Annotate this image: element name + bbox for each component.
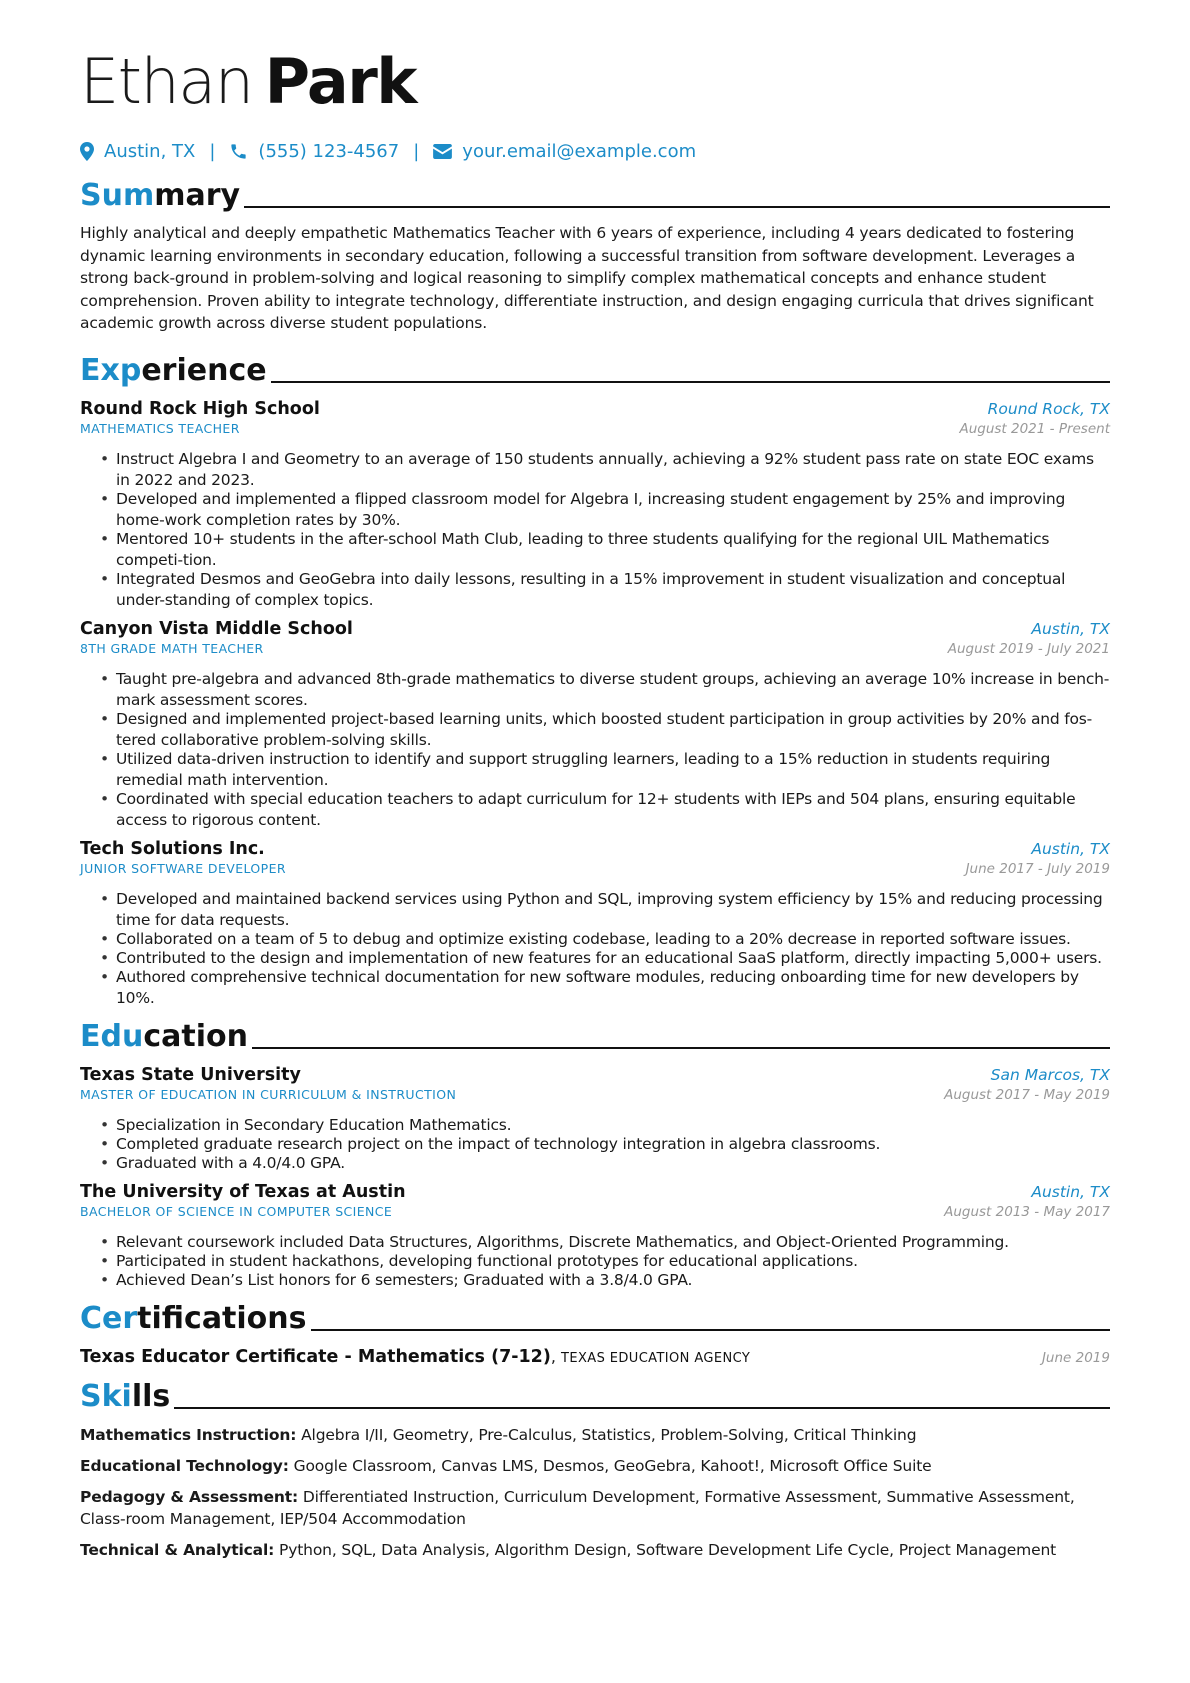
certifications-section-heading — [80, 1297, 1110, 1337]
email-text: your.email@example.com — [462, 140, 697, 162]
section-title — [80, 1379, 174, 1415]
skills-section-heading — [80, 1375, 1110, 1415]
contact-line — [80, 136, 1110, 166]
bullet-item: • Designed and implemented project-based learning units, which boosted student participation in group activities by 20% and fos-tered collaborative problem-solving skills. — [116, 709, 1110, 751]
bullet-item: • Utilized data-driven instruction to identify and support struggling learners, leading to a 15% reduction in students requiring remedial math intervention. — [116, 749, 1110, 791]
title-rest: lls — [131, 1378, 171, 1414]
bullet-list — [80, 669, 1110, 831]
map-pin-icon — [80, 142, 94, 161]
entry-dates: August 2019 - July 2021 — [947, 640, 1110, 657]
skill-category: Educational Technology: — [80, 1456, 289, 1475]
bullet-item: • Coordinated with special education teachers to adapt curriculum for 12+ students with IEPs and 504 plans, ensuring equitable access to rigorous content. — [116, 789, 1110, 831]
location-text: Austin, TX — [104, 140, 196, 162]
bullet-item: • Contributed to the design and implementation of new features for an educational SaaS platform, directly impacting 5,000+ users. — [116, 948, 1110, 969]
bullet-list — [80, 889, 1110, 1009]
title-rest: tifications — [137, 1300, 307, 1336]
education-section-heading — [80, 1015, 1110, 1055]
title-accent: Sum — [80, 178, 155, 213]
organization: Tech Solutions Inc. — [80, 838, 265, 859]
experience-entry — [80, 399, 1110, 611]
experience-section-heading — [80, 349, 1110, 389]
organization: Round Rock High School — [80, 398, 320, 419]
entry-location: Austin, TX — [1031, 839, 1110, 858]
job-title: 8TH GRADE MATH TEACHER — [80, 640, 264, 656]
experience-entry — [80, 619, 1110, 831]
job-title: JUNIOR SOFTWARE DEVELOPER — [80, 860, 286, 876]
last-name: Park — [264, 45, 416, 118]
bullet-item: • Collaborated on a team of 5 to debug and optimize existing codebase, leading to a 20% decrease in reported software issues. — [116, 929, 1110, 950]
certification-name: Texas Educator Certificate - Mathematics (7-12) — [80, 1346, 551, 1367]
skill-line — [80, 1539, 1110, 1561]
job-title: MATHEMATICS TEACHER — [80, 420, 240, 436]
skill-line — [80, 1486, 1110, 1530]
bullet-item: • Graduated with a 4.0/4.0 GPA. — [116, 1153, 1110, 1174]
section-rule — [244, 206, 1110, 208]
bullet-item: • Developed and maintained backend services using Python and SQL, improving system efficiency by 15% and reducing processing time for data requests. — [116, 889, 1110, 931]
entry-location: Austin, TX — [1031, 619, 1110, 638]
section-title — [80, 1019, 252, 1055]
section-rule — [174, 1407, 1110, 1409]
education-entry — [80, 1182, 1110, 1291]
bullet-list — [80, 1232, 1110, 1291]
bullet-item: • Relevant coursework included Data Structures, Algorithms, Discrete Mathematics, and Object-Oriented Programming. — [116, 1232, 1110, 1253]
degree: MASTER OF EDUCATION IN CURRICULUM & INSTRUCTION — [80, 1086, 457, 1102]
bullet-item: • Integrated Desmos and GeoGebra into daily lessons, resulting in a 15% improvement in student visualization and conceptual under-standing of complex topics. — [116, 569, 1110, 611]
title-accent: Exp — [80, 352, 142, 388]
separator: | — [413, 140, 420, 162]
first-name: Ethan — [80, 45, 253, 118]
degree: BACHELOR OF SCIENCE IN COMPUTER SCIENCE — [80, 1203, 393, 1219]
institution: The University of Texas at Austin — [80, 1181, 406, 1202]
certification-item — [80, 1347, 1110, 1367]
skill-values: Differentiated Instruction, Curriculum Development, Formative Assessment, Summative Assessment, Class-room Management, IEP/504 Accommodation — [80, 1487, 1075, 1528]
title-rest: erience — [141, 352, 267, 388]
bullet-item: • Achieved Dean’s List honors for 6 semesters; Graduated with a 3.8/4.0 GPA. — [116, 1270, 1110, 1291]
entry-location: San Marcos, TX — [990, 1065, 1110, 1084]
title-accent: Edu — [80, 1018, 144, 1054]
contact-email[interactable] — [433, 141, 696, 162]
contact-location — [80, 141, 195, 162]
bullet-item: • Developed and implemented a flipped classroom model for Algebra I, increasing student engagement by 25% and improving home-work completion rates by 30%. — [116, 489, 1110, 531]
entry-dates: June 2017 - July 2019 — [965, 860, 1110, 877]
bullet-item: • Mentored 10+ students in the after-school Math Club, leading to three students qualifying for the regional UIL Mathematics competi-tion. — [116, 529, 1110, 571]
entry-dates: August 2021 - Present — [959, 420, 1110, 437]
bullet-list — [80, 449, 1110, 611]
bullet-item: • Taught pre-algebra and advanced 8th-grade mathematics to diverse student groups, achieving an average 10% increase in bench-mark assessment scores. — [116, 669, 1110, 711]
section-rule — [311, 1329, 1110, 1331]
skill-category: Mathematics Instruction: — [80, 1425, 297, 1444]
phone-text: (555) 123-4567 — [258, 140, 400, 162]
institution: Texas State University — [80, 1064, 301, 1085]
bullet-item: • Authored comprehensive technical documentation for new software modules, reducing onboarding time for new developers by 10%. — [116, 967, 1110, 1009]
skill-line — [80, 1424, 1110, 1446]
title-rest: mary — [154, 178, 241, 213]
entry-dates: August 2017 - May 2019 — [944, 1086, 1110, 1103]
organization: Canyon Vista Middle School — [80, 618, 353, 639]
bullet-item: • Specialization in Secondary Education Mathematics. — [116, 1115, 1110, 1136]
bullet-item: • Participated in student hackathons, developing functional prototypes for educational applications. — [116, 1251, 1110, 1272]
bullet-item: • Completed graduate research project on the impact of technology integration in algebra classrooms. — [116, 1134, 1110, 1155]
skill-values: Google Classroom, Canvas LMS, Desmos, GeoGebra, Kahoot!, Microsoft Office Suite — [293, 1456, 932, 1475]
skill-line — [80, 1455, 1110, 1477]
section-title — [80, 178, 244, 214]
entry-location: Austin, TX — [1031, 1182, 1110, 1201]
skill-category: Technical & Analytical: — [80, 1540, 275, 1559]
envelope-icon — [433, 144, 452, 159]
summary-text: Highly analytical and deeply empathetic Mathematics Teacher with 6 years of experience, including 4 years dedicated to fostering dynamic learning environments in secondary education, following a successful transition from software development. Leverages a strong back-ground in problem-solving and logical reasoning to simplify complex mathematical concepts and enhance student comprehension. Proven ability to integrate technology, differentiate instruction, and design engaging curricula that drives significant academic growth across diverse student populations. — [80, 224, 1094, 332]
candidate-name — [80, 0, 1110, 122]
bullet-list — [80, 1115, 1110, 1174]
entry-dates: August 2013 - May 2017 — [944, 1203, 1110, 1220]
separator: | — [209, 140, 216, 162]
title-rest: cation — [143, 1018, 248, 1054]
section-rule — [252, 1047, 1110, 1049]
experience-entry — [80, 839, 1110, 1009]
education-entry — [80, 1065, 1110, 1174]
skill-values: Algebra I/II, Geometry, Pre-Calculus, Statistics, Problem-Solving, Critical Thinking — [301, 1425, 917, 1444]
cert-comma: , — [550, 1346, 562, 1366]
skill-values: Python, SQL, Data Analysis, Algorithm Design, Software Development Life Cycle, Project Management — [279, 1540, 1057, 1559]
summary-section-heading — [80, 174, 1110, 214]
certification-agency: TEXAS EDUCATION AGENCY — [561, 1350, 751, 1366]
title-accent: Cer — [80, 1300, 138, 1336]
bullet-item: • Instruct Algebra I and Geometry to an average of 150 students annually, achieving a 92% student pass rate on state EOC exams in 2022 and 2023. — [116, 449, 1110, 491]
contact-phone[interactable] — [229, 141, 399, 162]
section-rule — [271, 381, 1110, 383]
title-accent: Ski — [80, 1378, 132, 1414]
section-title — [80, 353, 271, 389]
phone-icon — [229, 142, 248, 161]
skill-category: Pedagogy & Assessment: — [80, 1487, 299, 1506]
section-title — [80, 1301, 311, 1337]
certification-date: June 2019 — [1041, 1349, 1110, 1366]
entry-location: Round Rock, TX — [987, 399, 1110, 418]
